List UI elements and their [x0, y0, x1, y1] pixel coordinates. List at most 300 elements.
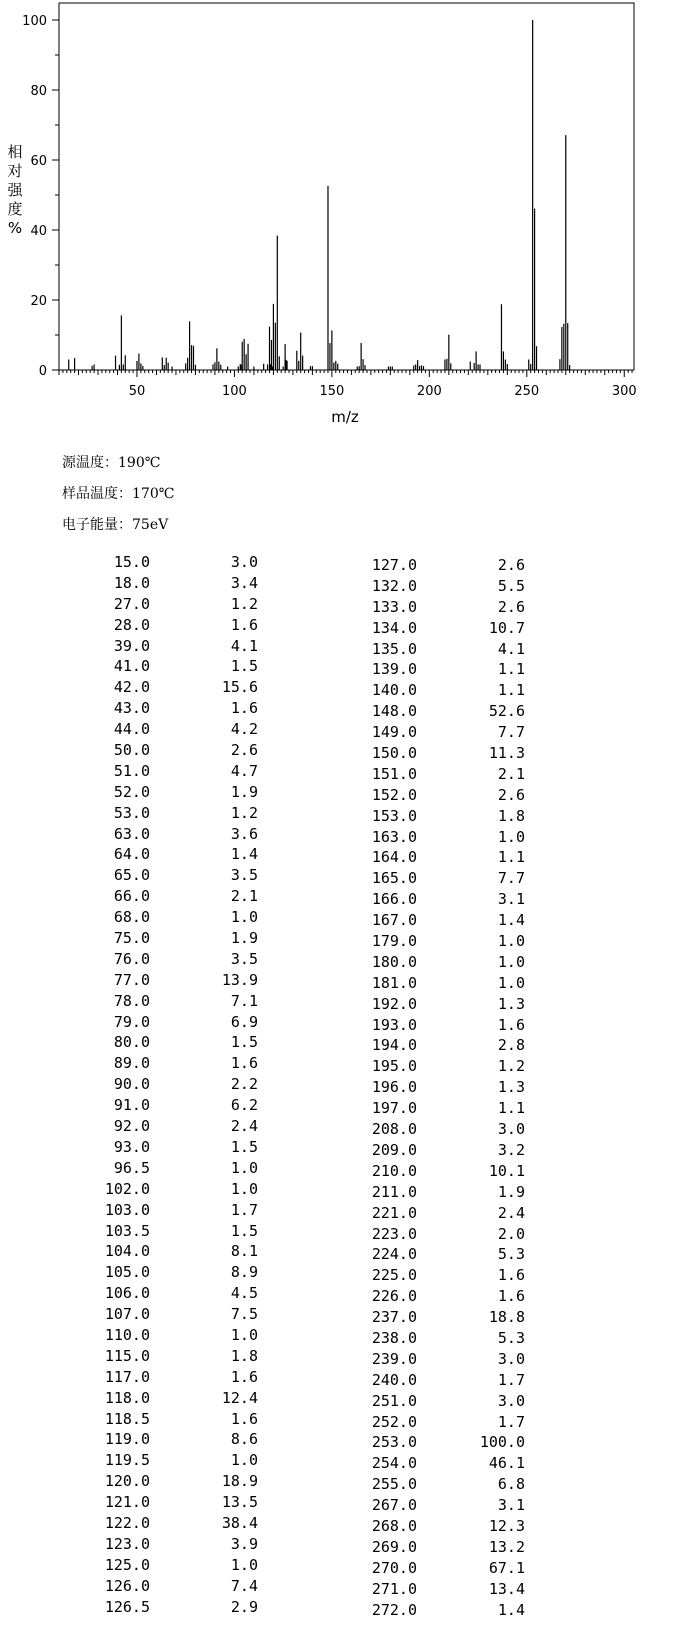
mz-value: 164.0 — [371, 848, 417, 867]
x-tick-label: 250 — [514, 384, 540, 399]
peak-row — [78, 803, 258, 824]
mz-value: 209.0 — [371, 1140, 417, 1159]
relative-abundance-value: 4.1 — [230, 636, 258, 655]
mz-value: 126.0 — [104, 1576, 150, 1595]
peak-row — [345, 1474, 525, 1495]
mz-value: 238.0 — [371, 1328, 417, 1347]
peak-row — [345, 1035, 525, 1056]
peak-row — [345, 1370, 525, 1391]
mz-value: 148.0 — [371, 702, 417, 721]
mz-value: 75.0 — [113, 929, 150, 948]
peak-row — [345, 764, 525, 785]
x-axis-label: m/z — [331, 408, 359, 426]
relative-abundance-value: 1.6 — [497, 1266, 525, 1285]
peak-row — [345, 1537, 525, 1558]
mz-value: 240.0 — [371, 1370, 417, 1389]
peak-row — [78, 1471, 258, 1492]
relative-abundance-value: 6.2 — [230, 1096, 258, 1115]
peak-row — [345, 868, 525, 889]
relative-abundance-value: 12.4 — [221, 1388, 258, 1407]
peak-row — [78, 656, 258, 677]
peak-row — [78, 573, 258, 594]
mz-value: 89.0 — [113, 1054, 150, 1073]
peak-row — [78, 1137, 258, 1158]
peak-row — [345, 639, 525, 660]
mz-value: 53.0 — [113, 803, 150, 822]
mz-value: 78.0 — [113, 991, 150, 1010]
relative-abundance-value: 2.0 — [497, 1224, 525, 1243]
mz-value: 211.0 — [371, 1182, 417, 1201]
peak-row — [78, 949, 258, 970]
peak-row — [345, 1244, 525, 1265]
x-tick-label: 50 — [128, 384, 146, 399]
peak-row — [78, 1513, 258, 1534]
peak-row — [78, 782, 258, 803]
relative-abundance-value: 1.5 — [230, 1221, 258, 1240]
relative-abundance-value: 3.0 — [497, 1120, 525, 1139]
peak-row — [345, 1432, 525, 1453]
mz-value: 122.0 — [104, 1513, 150, 1532]
peak-row — [345, 1015, 525, 1036]
mz-value: 44.0 — [113, 720, 150, 739]
mz-value: 149.0 — [371, 723, 417, 742]
mz-value: 224.0 — [371, 1245, 417, 1264]
mz-value: 167.0 — [371, 911, 417, 930]
mz-value: 150.0 — [371, 744, 417, 763]
peak-row — [78, 886, 258, 907]
peak-row — [78, 907, 258, 928]
relative-abundance-value: 1.9 — [230, 929, 258, 948]
peak-row — [78, 970, 258, 991]
relative-abundance-value: 100.0 — [479, 1433, 525, 1452]
relative-abundance-value: 18.8 — [488, 1308, 525, 1327]
relative-abundance-value: 4.5 — [230, 1284, 258, 1303]
peak-row — [345, 973, 525, 994]
mz-value: 221.0 — [371, 1203, 417, 1222]
relative-abundance-value: 2.4 — [497, 1203, 525, 1222]
source-temperature: 源温度：190℃ — [62, 455, 161, 471]
mz-value: 80.0 — [113, 1033, 150, 1052]
relative-abundance-value: 3.1 — [497, 890, 525, 909]
x-tick-label: 200 — [416, 384, 442, 399]
mz-value: 272.0 — [371, 1600, 417, 1619]
relative-abundance-value: 10.1 — [488, 1161, 525, 1180]
mz-value: 163.0 — [371, 827, 417, 846]
peak-row — [345, 910, 525, 931]
mz-value: 92.0 — [113, 1117, 150, 1136]
relative-abundance-value: 1.6 — [230, 699, 258, 718]
peak-row — [78, 1074, 258, 1095]
relative-abundance-value: 8.1 — [230, 1242, 258, 1261]
mz-value: 134.0 — [371, 618, 417, 637]
peak-row — [78, 1241, 258, 1262]
mz-value: 96.5 — [113, 1158, 150, 1177]
peak-row — [78, 552, 258, 573]
mz-value: 151.0 — [371, 764, 417, 783]
relative-abundance-value: 7.7 — [497, 723, 525, 742]
peak-row — [345, 1495, 525, 1516]
peak-row — [345, 1140, 525, 1161]
peak-row — [345, 1579, 525, 1600]
mz-value: 90.0 — [113, 1075, 150, 1094]
mz-value: 68.0 — [113, 908, 150, 927]
relative-abundance-value: 4.2 — [230, 720, 258, 739]
mz-value: 119.0 — [104, 1430, 150, 1449]
mz-value: 106.0 — [104, 1284, 150, 1303]
peak-row — [78, 594, 258, 615]
mz-value: 253.0 — [371, 1433, 417, 1452]
relative-abundance-value: 1.9 — [230, 782, 258, 801]
relative-abundance-value: 2.8 — [497, 1036, 525, 1055]
plot-frame — [59, 3, 634, 370]
relative-abundance-value: 2.4 — [230, 1117, 258, 1136]
relative-abundance-value: 1.6 — [497, 1015, 525, 1034]
relative-abundance-value: 1.3 — [497, 994, 525, 1013]
relative-abundance-value: 1.7 — [497, 1412, 525, 1431]
peak-row — [345, 1391, 525, 1412]
mz-value: 43.0 — [113, 699, 150, 718]
peak-row — [78, 865, 258, 886]
relative-abundance-value: 3.0 — [230, 553, 258, 571]
relative-abundance-value: 1.6 — [230, 615, 258, 634]
relative-abundance-value: 1.7 — [230, 1200, 258, 1219]
relative-abundance-value: 8.6 — [230, 1430, 258, 1449]
relative-abundance-value: 1.9 — [497, 1182, 525, 1201]
mz-value: 179.0 — [371, 932, 417, 951]
peak-row — [345, 889, 525, 910]
peak-table-left — [78, 552, 258, 1617]
relative-abundance-value: 1.0 — [230, 908, 258, 927]
relative-abundance-value: 11.3 — [488, 744, 525, 763]
relative-abundance-value: 46.1 — [488, 1454, 525, 1473]
relative-abundance-value: 3.5 — [230, 866, 258, 885]
sample-temperature: 样品温度：170℃ — [62, 486, 175, 502]
peak-row — [78, 844, 258, 865]
relative-abundance-value: 1.0 — [497, 827, 525, 846]
peak-row — [345, 722, 525, 743]
mass-spectrum-chart — [0, 0, 680, 440]
peak-row — [345, 597, 525, 618]
mz-value: 223.0 — [371, 1224, 417, 1243]
relative-abundance-value: 2.6 — [497, 785, 525, 804]
relative-abundance-value: 3.4 — [230, 573, 258, 592]
mz-value: 125.0 — [104, 1555, 150, 1574]
mz-value: 77.0 — [113, 970, 150, 989]
mz-value: 271.0 — [371, 1579, 417, 1598]
mz-value: 51.0 — [113, 761, 150, 780]
mz-value: 140.0 — [371, 681, 417, 700]
peak-row — [345, 1412, 525, 1433]
relative-abundance-value: 1.7 — [497, 1370, 525, 1389]
relative-abundance-value: 52.6 — [488, 702, 525, 721]
mz-value: 165.0 — [371, 869, 417, 888]
relative-abundance-value: 1.5 — [230, 657, 258, 676]
peak-row — [345, 1098, 525, 1119]
peak-row — [78, 636, 258, 657]
mz-value: 42.0 — [113, 678, 150, 697]
relative-abundance-value: 10.7 — [488, 618, 525, 637]
peak-row — [345, 680, 525, 701]
peak-row — [345, 1119, 525, 1140]
mz-value: 15.0 — [113, 553, 150, 571]
relative-abundance-value: 2.6 — [230, 741, 258, 760]
peak-row — [78, 1116, 258, 1137]
peak-row — [78, 740, 258, 761]
mz-value: 41.0 — [113, 657, 150, 676]
mz-value: 255.0 — [371, 1475, 417, 1494]
relative-abundance-value: 1.3 — [497, 1078, 525, 1097]
peak-row — [78, 1409, 258, 1430]
y-tick-label: 40 — [30, 224, 47, 239]
relative-abundance-value: 3.2 — [497, 1140, 525, 1159]
peak-row — [78, 1012, 258, 1033]
relative-abundance-value: 1.2 — [497, 1057, 525, 1076]
mz-value: 197.0 — [371, 1099, 417, 1118]
x-tick-label: 150 — [319, 384, 345, 399]
peak-row — [78, 1304, 258, 1325]
electron-energy: 电子能量：75eV — [62, 517, 169, 533]
mz-value: 110.0 — [104, 1325, 150, 1344]
peak-row — [345, 1182, 525, 1203]
relative-abundance-value: 67.1 — [488, 1558, 525, 1577]
mz-value: 251.0 — [371, 1391, 417, 1410]
relative-abundance-value: 3.0 — [497, 1349, 525, 1368]
mz-value: 120.0 — [104, 1472, 150, 1491]
peak-row — [345, 1161, 525, 1182]
x-tick-label: 300 — [611, 384, 637, 399]
mz-value: 166.0 — [371, 890, 417, 909]
peak-row — [78, 1179, 258, 1200]
mz-value: 126.5 — [104, 1597, 150, 1616]
spectrum-bars — [69, 20, 570, 370]
mz-value: 192.0 — [371, 994, 417, 1013]
x-axis — [59, 370, 637, 399]
relative-abundance-value: 1.0 — [230, 1158, 258, 1177]
relative-abundance-value: 1.5 — [230, 1033, 258, 1052]
relative-abundance-value: 1.0 — [230, 1325, 258, 1344]
mz-value: 226.0 — [371, 1287, 417, 1306]
y-axis — [22, 14, 59, 379]
peak-row — [345, 994, 525, 1015]
peak-row — [345, 1056, 525, 1077]
mz-value: 115.0 — [104, 1346, 150, 1365]
relative-abundance-value: 1.0 — [230, 1179, 258, 1198]
peak-row — [345, 701, 525, 722]
mz-value: 18.0 — [113, 573, 150, 592]
relative-abundance-value: 2.6 — [497, 556, 525, 574]
relative-abundance-value: 1.6 — [497, 1287, 525, 1306]
relative-abundance-value: 18.9 — [221, 1472, 258, 1491]
peak-row — [345, 1077, 525, 1098]
peak-table-right — [345, 555, 525, 1620]
relative-abundance-value: 1.0 — [497, 973, 525, 992]
mz-value: 103.5 — [104, 1221, 150, 1240]
peak-row — [78, 1158, 258, 1179]
relative-abundance-value: 1.1 — [497, 848, 525, 867]
y-tick-label: 100 — [22, 14, 47, 29]
relative-abundance-value: 3.1 — [497, 1496, 525, 1515]
peak-row — [345, 1265, 525, 1286]
relative-abundance-value: 3.6 — [230, 824, 258, 843]
peak-row — [78, 1555, 258, 1576]
mz-value: 28.0 — [113, 615, 150, 634]
peak-row — [345, 1453, 525, 1474]
peak-row — [78, 928, 258, 949]
relative-abundance-value: 13.2 — [488, 1537, 525, 1556]
y-tick-label: 80 — [30, 84, 47, 99]
relative-abundance-value: 2.9 — [230, 1597, 258, 1616]
mz-value: 118.0 — [104, 1388, 150, 1407]
mz-value: 270.0 — [371, 1558, 417, 1577]
y-tick-label: 60 — [30, 154, 47, 169]
relative-abundance-value: 1.5 — [230, 1137, 258, 1156]
relative-abundance-value: 1.6 — [230, 1054, 258, 1073]
peak-row — [78, 1450, 258, 1471]
peak-row — [345, 847, 525, 868]
y-axis-label-char: 相 — [7, 143, 23, 161]
acquisition-conditions — [62, 452, 174, 545]
peak-row — [78, 615, 258, 636]
relative-abundance-value: 3.5 — [230, 949, 258, 968]
peak-row — [345, 1600, 525, 1621]
peak-row — [345, 827, 525, 848]
y-axis-label-char: 度 — [7, 200, 23, 218]
relative-abundance-value: 2.1 — [230, 887, 258, 906]
peak-row — [78, 824, 258, 845]
relative-abundance-value: 13.9 — [221, 970, 258, 989]
peak-row — [345, 785, 525, 806]
mz-value: 237.0 — [371, 1308, 417, 1327]
peak-row — [78, 1325, 258, 1346]
peak-row — [345, 659, 525, 680]
relative-abundance-value: 8.9 — [230, 1263, 258, 1282]
mz-value: 132.0 — [371, 576, 417, 595]
relative-abundance-value: 1.0 — [230, 1555, 258, 1574]
relative-abundance-value: 1.1 — [497, 660, 525, 679]
peak-row — [78, 991, 258, 1012]
peak-row — [345, 1224, 525, 1245]
relative-abundance-value: 1.8 — [497, 806, 525, 825]
relative-abundance-value: 3.9 — [230, 1534, 258, 1553]
relative-abundance-value: 1.0 — [497, 952, 525, 971]
relative-abundance-value: 38.4 — [221, 1513, 258, 1532]
relative-abundance-value: 7.1 — [230, 991, 258, 1010]
peak-row — [78, 1283, 258, 1304]
peak-row — [78, 761, 258, 782]
mz-value: 93.0 — [113, 1137, 150, 1156]
mz-value: 105.0 — [104, 1263, 150, 1282]
relative-abundance-value: 5.5 — [497, 576, 525, 595]
mz-value: 210.0 — [371, 1161, 417, 1180]
peak-row — [78, 1597, 258, 1618]
x-tick-label: 100 — [222, 384, 247, 399]
mz-value: 79.0 — [113, 1012, 150, 1031]
mz-value: 102.0 — [104, 1179, 150, 1198]
mz-value: 194.0 — [371, 1036, 417, 1055]
relative-abundance-value: 13.5 — [221, 1493, 258, 1512]
relative-abundance-value: 13.4 — [488, 1579, 525, 1598]
peak-row — [78, 1388, 258, 1409]
relative-abundance-value: 6.8 — [497, 1475, 525, 1494]
peak-row — [345, 1328, 525, 1349]
relative-abundance-value: 1.0 — [497, 932, 525, 951]
peak-row — [78, 1534, 258, 1555]
mz-value: 268.0 — [371, 1516, 417, 1535]
mz-value: 195.0 — [371, 1057, 417, 1076]
mz-value: 66.0 — [113, 887, 150, 906]
mz-value: 269.0 — [371, 1537, 417, 1556]
relative-abundance-value: 2.6 — [497, 597, 525, 616]
peak-row — [78, 1200, 258, 1221]
mz-value: 196.0 — [371, 1078, 417, 1097]
peak-row — [345, 555, 525, 576]
relative-abundance-value: 5.3 — [497, 1245, 525, 1264]
mz-value: 254.0 — [371, 1454, 417, 1473]
y-tick-label: 0 — [38, 364, 47, 379]
mz-value: 118.5 — [104, 1409, 150, 1428]
y-axis-label-char: % — [7, 219, 23, 237]
peak-row — [345, 1558, 525, 1579]
relative-abundance-value: 1.1 — [497, 1099, 525, 1118]
peak-row — [345, 1203, 525, 1224]
mz-value: 153.0 — [371, 806, 417, 825]
y-tick-label: 20 — [30, 294, 47, 309]
peak-row — [345, 952, 525, 973]
mz-value: 103.0 — [104, 1200, 150, 1219]
mz-value: 121.0 — [104, 1493, 150, 1512]
mz-value: 152.0 — [371, 785, 417, 804]
relative-abundance-value: 7.7 — [497, 869, 525, 888]
peak-row — [78, 1095, 258, 1116]
peak-row — [78, 698, 258, 719]
peak-row — [345, 618, 525, 639]
mz-value: 63.0 — [113, 824, 150, 843]
mz-value: 91.0 — [113, 1096, 150, 1115]
peak-row — [78, 1346, 258, 1367]
mz-value: 39.0 — [113, 636, 150, 655]
mz-value: 133.0 — [371, 597, 417, 616]
y-axis-label-char: 强 — [7, 181, 23, 199]
relative-abundance-value: 12.3 — [488, 1516, 525, 1535]
peak-row — [345, 806, 525, 827]
relative-abundance-value: 7.4 — [230, 1576, 258, 1595]
mz-value: 107.0 — [104, 1305, 150, 1324]
peak-row — [78, 1576, 258, 1597]
peak-row — [345, 743, 525, 764]
mz-value: 252.0 — [371, 1412, 417, 1431]
relative-abundance-value: 2.1 — [497, 764, 525, 783]
relative-abundance-value: 1.2 — [230, 803, 258, 822]
mz-value: 139.0 — [371, 660, 417, 679]
peak-row — [78, 719, 258, 740]
relative-abundance-value: 1.0 — [230, 1451, 258, 1470]
relative-abundance-value: 1.6 — [230, 1409, 258, 1428]
peak-row — [78, 677, 258, 698]
relative-abundance-value: 1.2 — [230, 594, 258, 613]
mz-value: 50.0 — [113, 741, 150, 760]
relative-abundance-value: 3.0 — [497, 1391, 525, 1410]
relative-abundance-value: 1.6 — [230, 1367, 258, 1386]
relative-abundance-value: 15.6 — [221, 678, 258, 697]
mz-value: 104.0 — [104, 1242, 150, 1261]
y-axis-label — [7, 143, 23, 237]
peak-row — [78, 1032, 258, 1053]
peak-row — [78, 1053, 258, 1074]
peak-row — [345, 1349, 525, 1370]
relative-abundance-value: 1.4 — [230, 845, 258, 864]
peak-row — [345, 1286, 525, 1307]
relative-abundance-value: 1.4 — [497, 911, 525, 930]
